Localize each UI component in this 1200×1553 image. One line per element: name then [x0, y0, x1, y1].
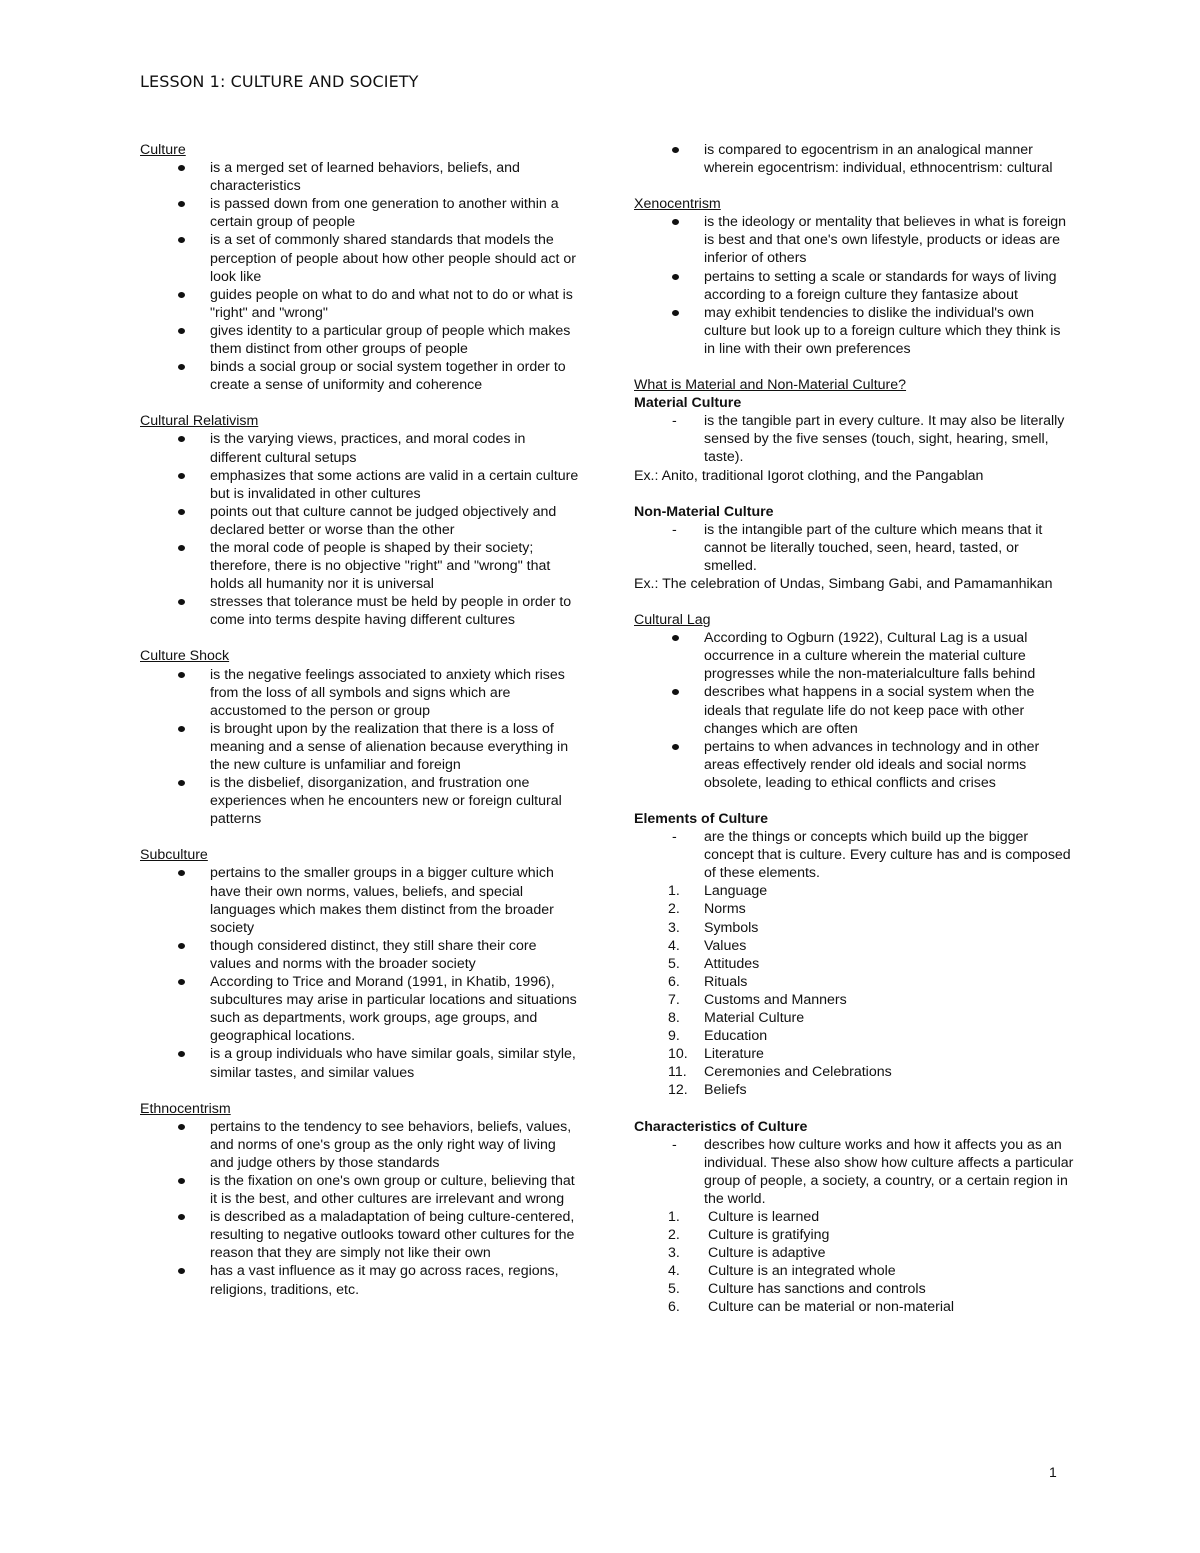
- section-subculture: [140, 846, 580, 1081]
- list-text: Attitudes: [704, 955, 760, 972]
- list-item: [634, 1298, 1074, 1316]
- list-number: 1.: [668, 883, 680, 900]
- section-elements-of-culture: [634, 810, 1074, 1100]
- list-item: binds a social group or social system together in order to create a sense of uniformity and coherence: [140, 358, 580, 394]
- list-number: 5.: [668, 955, 680, 972]
- list-number: 9.: [668, 1028, 680, 1045]
- heading-xenocentrism: Xenocentrism: [634, 196, 721, 213]
- list-item: is brought upon by the realization that there is a loss of meaning and a sense of alienation because everything in the new culture is unfamiliar and foreign: [140, 720, 580, 774]
- list-item: [634, 937, 1074, 955]
- list-item: [634, 1009, 1074, 1027]
- list-text: Rituals: [704, 973, 748, 990]
- material-description: [634, 412, 1074, 466]
- list-item: [634, 919, 1074, 937]
- section-ethnocentrism-continued: [634, 141, 1074, 177]
- list-item: [634, 973, 1074, 991]
- list-number: 4.: [668, 937, 680, 954]
- list-text: Education: [704, 1028, 768, 1045]
- heading-nonmaterial-culture: Non-Material Culture: [634, 503, 774, 520]
- list-text: Customs and Manners: [704, 991, 847, 1008]
- list-text: Culture is adaptive: [708, 1245, 826, 1262]
- question-material-nonmaterial: What is Material and Non-Material Culture?: [634, 377, 907, 394]
- list-text: Literature: [704, 1046, 764, 1063]
- list-item: is compared to egocentrism in an analogical manner wherein egocentrism: individual, ethnocentrism: cultural: [634, 141, 1074, 177]
- list-text: Culture is gratifying: [708, 1227, 830, 1244]
- heading-characteristics-of-culture: Characteristics of Culture: [634, 1118, 808, 1135]
- dash-mark: -: [672, 829, 677, 846]
- nonmaterial-description: [634, 521, 1074, 575]
- elements-description: [634, 828, 1074, 882]
- elements-list: [634, 882, 1074, 1099]
- section-nonmaterial-culture: [634, 503, 1074, 593]
- characteristics-list: [634, 1208, 1074, 1317]
- section-characteristics-of-culture: [634, 1118, 1074, 1317]
- left-column: [140, 141, 580, 1317]
- list-item: [634, 1081, 1074, 1099]
- list-item: describes what happens in a social system when the ideals that regulate life do not keep pace with other changes which are often: [634, 683, 1074, 737]
- heading-material-culture: Material Culture: [634, 395, 742, 412]
- list-number: 1.: [668, 1208, 680, 1225]
- list-number: 11.: [668, 1064, 687, 1081]
- list-text: Language: [704, 883, 768, 900]
- list-item: [634, 1045, 1074, 1063]
- section-ethnocentrism: [140, 1100, 580, 1299]
- list-item: the moral code of people is shaped by their society; therefore, there is no objective "right" and "wrong" that holds all humanity nor it is universal: [140, 539, 580, 593]
- relativism-list: [140, 430, 580, 629]
- description-text: is the tangible part in every culture. It may also be literally sensed by the five senses (touch, sight, hearing, smell, taste).: [704, 413, 1065, 466]
- heading-elements-of-culture: Elements of Culture: [634, 811, 769, 827]
- list-text: Culture can be material or non-material: [708, 1299, 955, 1316]
- lag-list: [634, 629, 1074, 792]
- list-item: [634, 1063, 1074, 1081]
- list-text: Culture has sanctions and controls: [708, 1281, 926, 1298]
- section-cultural-lag: [634, 611, 1074, 792]
- list-item: gives identity to a particular group of people which makes them distinct from other groups of people: [140, 322, 580, 358]
- subculture-list: [140, 864, 580, 1081]
- list-item: is a merged set of learned behaviors, beliefs, and characteristics: [140, 159, 580, 195]
- list-item: is passed down from one generation to another within a certain group of people: [140, 195, 580, 231]
- list-item: pertains to setting a scale or standards for ways of living according to a foreign culture they fantasize about: [634, 268, 1074, 304]
- xenocentrism-list: [634, 213, 1074, 358]
- list-text: Material Culture: [704, 1010, 805, 1027]
- right-column: [634, 141, 1074, 1335]
- list-number: 5.: [668, 1281, 680, 1298]
- list-item: [634, 991, 1074, 1009]
- list-number: 10.: [668, 1046, 688, 1063]
- list-item: [634, 1226, 1074, 1244]
- shock-list: [140, 666, 580, 829]
- list-item: pertains to when advances in technology and in other areas effectively render old ideals and social norms obsolete, leading to ethical conflicts and crises: [634, 738, 1074, 792]
- list-item: is the disbelief, disorganization, and frustration one experiences when he encounters new or foreign cultural patterns: [140, 774, 580, 828]
- section-cultural-relativism: [140, 412, 580, 629]
- heading-ethnocentrism: Ethnocentrism: [140, 1100, 231, 1117]
- list-item: [634, 882, 1074, 900]
- list-item: is a group individuals who have similar goals, similar style, similar tastes, and similar values: [140, 1045, 580, 1081]
- list-item: [634, 1208, 1074, 1226]
- list-number: 7.: [668, 991, 680, 1008]
- dash-mark: -: [672, 413, 677, 430]
- list-text: Culture is learned: [708, 1208, 820, 1225]
- list-item: stresses that tolerance must be held by people in order to come into terms despite having different cultures: [140, 593, 580, 629]
- heading-culture-shock: Culture Shock: [140, 648, 230, 665]
- material-example: Ex.: Anito, traditional Igorot clothing, and the Pangablan: [634, 467, 984, 484]
- list-item: According to Ogburn (1922), Cultural Lag is a usual occurrence in a culture wherein the material culture progresses while the non-materialculture falls behind: [634, 629, 1074, 683]
- list-item: though considered distinct, they still share their core values and norms with the broader society: [140, 937, 580, 973]
- characteristics-description: [634, 1136, 1074, 1208]
- list-text: Symbols: [704, 919, 759, 936]
- heading-subculture: Subculture: [140, 847, 208, 864]
- list-text: Norms: [704, 901, 746, 918]
- list-item: [634, 1262, 1074, 1280]
- list-item: [634, 1027, 1074, 1045]
- list-text: Ceremonies and Celebrations: [704, 1064, 892, 1081]
- list-item: is the negative feelings associated to anxiety which rises from the loss of all symbols and signs which are accustomed to the person or group: [140, 666, 580, 720]
- list-item: is the fixation on one's own group or culture, believing that it is the best, and other cultures are irrelevant and wrong: [140, 1172, 580, 1208]
- ethnocentrism-list: [140, 1118, 580, 1299]
- section-culture-shock: [140, 647, 580, 828]
- description-text: describes how culture works and how it affects you as an individual. These also show how culture affects a particular group of people, a society, a country, or a certain region in the world.: [704, 1136, 1074, 1207]
- list-item: emphasizes that some actions are valid in a certain culture but is invalidated in other cultures: [140, 467, 580, 503]
- ethnocentrism-continued-list: [634, 141, 1074, 177]
- list-item: is described as a maladaptation of being culture-centered, resulting to negative outlooks toward other cultures for the reason that they are simply not like their own: [140, 1208, 580, 1262]
- list-item: has a vast influence as it may go across races, regions, religions, traditions, etc.: [140, 1262, 580, 1298]
- list-item: is the varying views, practices, and moral codes in different cultural setups: [140, 430, 580, 466]
- list-number: 6.: [668, 1299, 680, 1316]
- culture-list: [140, 159, 580, 394]
- heading-culture: Culture: [140, 142, 186, 158]
- list-item: According to Trice and Morand (1991, in Khatib, 1996), subcultures may arise in particular locations and situations such as departments, work groups, age groups, and geographical locations.: [140, 973, 580, 1045]
- list-number: 8.: [668, 1010, 680, 1027]
- list-item: may exhibit tendencies to dislike the individual's own culture but look up to a foreign culture which they think is in line with their own preferences: [634, 304, 1074, 358]
- list-number: 6.: [668, 973, 680, 990]
- description-text: is the intangible part of the culture which means that it cannot be literally touched, seen, heard, tasted, or smelled.: [704, 521, 1043, 574]
- nonmaterial-example: Ex.: The celebration of Undas, Simbang Gabi, and Pamamanhikan: [634, 575, 1053, 592]
- list-number: 3.: [668, 1245, 680, 1262]
- list-item: [634, 1280, 1074, 1298]
- heading-cultural-lag: Cultural Lag: [634, 612, 711, 629]
- section-culture: [140, 141, 580, 394]
- list-item: guides people on what to do and what not to do or what is "right" and "wrong": [140, 286, 580, 322]
- list-text: Beliefs: [704, 1082, 747, 1099]
- list-item: [634, 900, 1074, 918]
- list-item: points out that culture cannot be judged objectively and declared better or worse than the other: [140, 503, 580, 539]
- list-text: Culture is an integrated whole: [708, 1263, 896, 1280]
- list-item: is a set of commonly shared standards that models the perception of people about how other people should act or look like: [140, 231, 580, 285]
- list-item: pertains to the smaller groups in a bigger culture which have their own norms, values, beliefs, and special languages which makes them distinct from the broader society: [140, 864, 580, 936]
- list-number: 2.: [668, 1227, 680, 1244]
- dash-mark: -: [672, 1136, 677, 1153]
- list-number: 3.: [668, 919, 680, 936]
- description-text: are the things or concepts which build up the bigger concept that is culture. Every culture has and is composed of these elements.: [704, 829, 1071, 882]
- page-number: 1: [1049, 1464, 1057, 1480]
- list-number: 4.: [668, 1263, 680, 1280]
- list-item: is the ideology or mentality that believes in what is foreign is best and that one's own lifestyle, products or ideas are inferior of others: [634, 213, 1074, 267]
- list-item: pertains to the tendency to see behaviors, beliefs, values, and norms of one's group as the only right way of living and judge others by those standards: [140, 1118, 580, 1172]
- heading-cultural-relativism: Cultural Relativism: [140, 413, 259, 430]
- section-xenocentrism: [634, 195, 1074, 358]
- section-material-culture: [634, 376, 1074, 485]
- list-item: [634, 1244, 1074, 1262]
- list-number: 2.: [668, 901, 680, 918]
- list-text: Values: [704, 937, 747, 954]
- dash-mark: -: [672, 521, 677, 538]
- list-number: 12.: [668, 1082, 688, 1099]
- list-item: [634, 955, 1074, 973]
- page-title: LESSON 1: CULTURE AND SOCIETY: [140, 72, 419, 91]
